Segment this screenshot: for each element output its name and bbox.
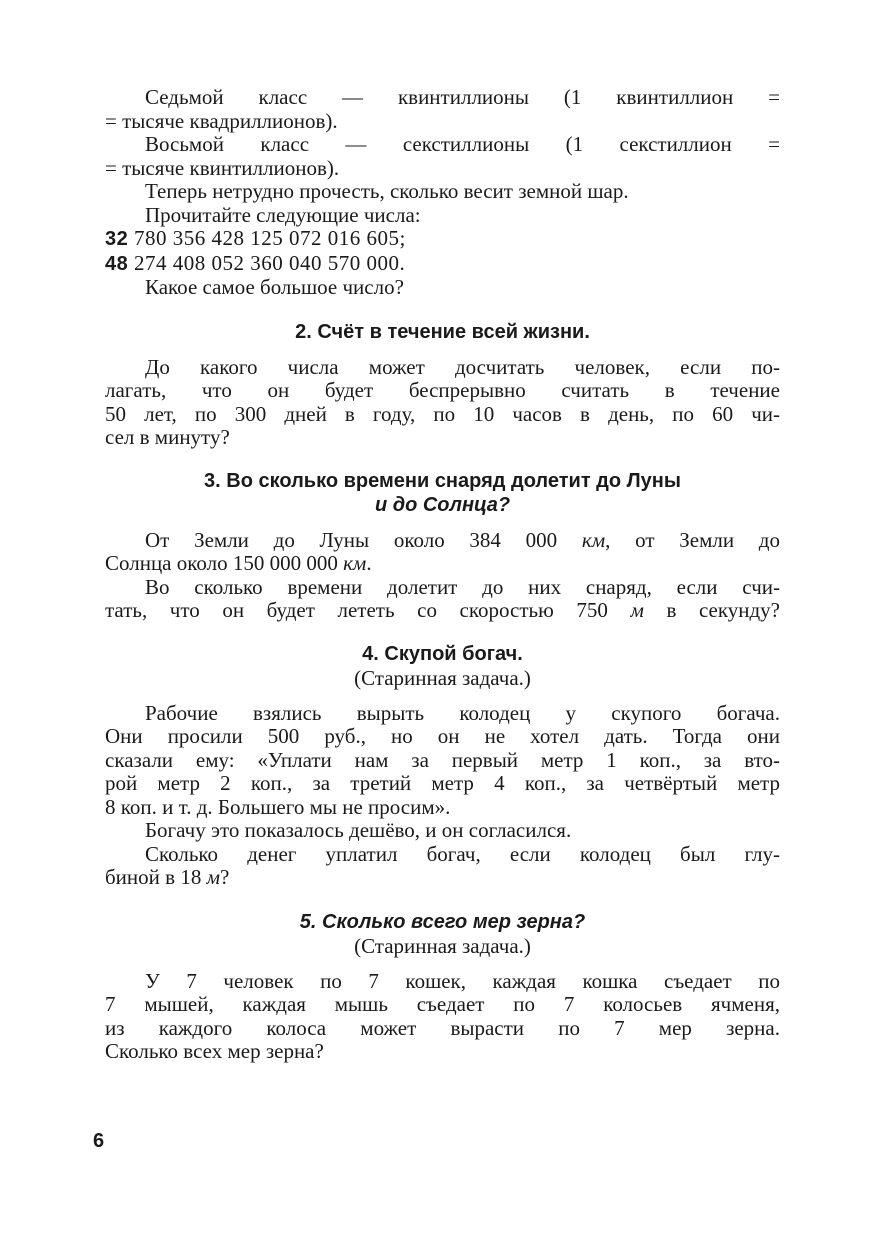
- text-line: [105, 529, 780, 553]
- section-title: 4. Скупой богач.: [362, 642, 523, 665]
- number-rest-digits: 274 408 052 360 040 570 000.: [128, 250, 406, 275]
- intro-block: [105, 86, 780, 300]
- text-fragment: тать, что он будет лететь со скоростью 750: [105, 598, 631, 622]
- text-line: рой метр 2 коп., за третий метр 4 коп., за четвёртый метр: [105, 771, 780, 795]
- unit: км: [581, 527, 606, 552]
- big-number-1: [105, 227, 780, 252]
- section-4: [105, 642, 780, 890]
- big-number-2: [105, 252, 780, 277]
- text-column: [105, 86, 780, 1064]
- intro-line: Теперь нетрудно прочесть, сколько весит земной шар.: [145, 179, 629, 203]
- text-line: [105, 866, 780, 890]
- section-3: [105, 469, 780, 623]
- number-lead-digits: 32: [105, 228, 129, 250]
- page-number: 6: [93, 1130, 105, 1152]
- spacer: [105, 958, 780, 970]
- text-line: 8 коп. и т. д. Большего мы не просим».: [105, 794, 451, 819]
- text-line: Богачу это показалось дешёво, и он согласился.: [145, 818, 572, 842]
- spacer: [105, 344, 780, 356]
- text-line: Сколько всех мер зерна?: [105, 1039, 324, 1063]
- text-fragment: ?: [219, 865, 230, 889]
- unit: м: [630, 598, 644, 622]
- text-fragment: .: [366, 551, 372, 575]
- section-title: 3. Во сколько времени снаряд долетит до Луны: [204, 469, 681, 492]
- text-line: Они просили 500 руб., но он не хотел дать. Тогда они: [105, 724, 780, 748]
- text-line: У 7 человек по 7 кошек, каждая кошка съедает по: [145, 968, 780, 993]
- section-title: 2. Счёт в течение всей жизни.: [295, 320, 590, 343]
- text-line: 50 лет, по 300 дней в году, по 10 часов в день, по 60 чи-: [105, 401, 780, 426]
- text-fragment: биной в 18: [105, 865, 207, 889]
- intro-line: Седьмой класс — квинтиллионы (1 квинтиллион =: [145, 85, 780, 109]
- text-fragment: в секунду?: [643, 598, 780, 622]
- intro-line: Восьмой класс — секстиллионы (1 секстиллион =: [145, 132, 780, 156]
- unit: км: [343, 551, 367, 575]
- text-line: 7 мышей, каждая мышь съедает по 7 колосьев ячменя,: [105, 992, 780, 1016]
- text-line: Рабочие взялись вырыть колодец у скупого богача.: [145, 700, 780, 725]
- text-fragment: Солнца около 150 000 000: [105, 551, 344, 575]
- section-subtitle: (Старинная задача.): [354, 933, 531, 958]
- number-lead-digits: 48: [105, 252, 129, 275]
- intro-line: = тысяче квинтиллионов).: [105, 155, 340, 180]
- intro-line: = тысяче квадриллионов).: [105, 108, 338, 133]
- unit: м: [206, 865, 220, 889]
- text-fragment: От Земли до Луны около 384 000: [145, 527, 582, 552]
- spacer: [105, 690, 780, 702]
- text-fragment: , от Земли до: [605, 527, 780, 552]
- intro-line: Прочитайте следующие числа:: [145, 202, 421, 227]
- section-2: [105, 320, 780, 450]
- section-subtitle: (Старинная задача.): [354, 665, 531, 690]
- text-line: сел в минуту?: [105, 425, 230, 449]
- text-line: [105, 599, 780, 623]
- text-line: [105, 552, 780, 576]
- section-title-continued: и до Солнца?: [374, 493, 511, 516]
- text-line: Сколько денег уплатил богач, если колодец был глу-: [145, 841, 780, 866]
- text-line: лагать, что он будет беспрерывно считать в течение: [105, 378, 780, 402]
- section-title: 5. Сколько всего мер зерна?: [299, 910, 586, 933]
- section-5: [105, 910, 780, 1064]
- number-rest-digits: 780 356 428 125 072 016 605;: [128, 226, 406, 250]
- text-line: До какого числа может досчитать человек, если по-: [145, 354, 780, 379]
- intro-line: Какое самое большое число?: [145, 275, 404, 299]
- text-line: сказали ему: «Уплати нам за первый метр 1 коп., за вто-: [105, 747, 780, 772]
- text-line: Во сколько времени долетит до них снаряд, если счи-: [145, 574, 780, 599]
- text-line: из каждого колоса может вырасти по 7 мер зерна.: [105, 1015, 780, 1040]
